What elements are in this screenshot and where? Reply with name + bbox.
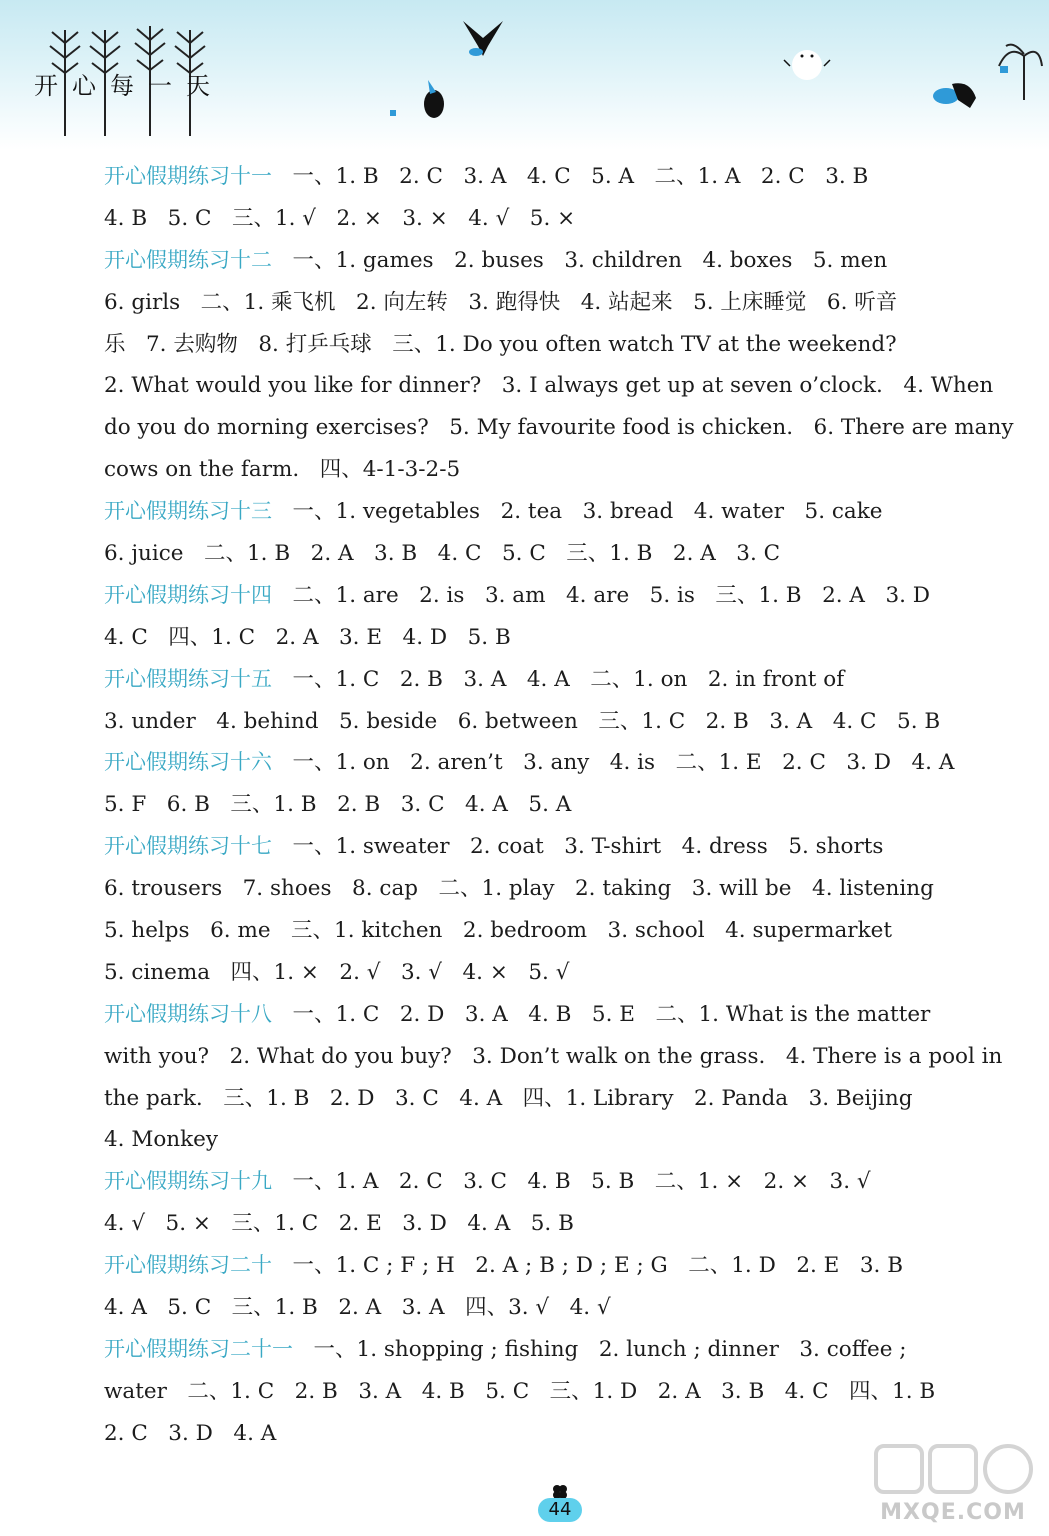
answer-line	[104, 1119, 1004, 1161]
answer-text: cows on the farm. 四、4-1-3-2-5	[104, 457, 461, 483]
answer-line	[104, 324, 1004, 366]
section-title: 开心假期练习十七	[104, 834, 272, 859]
page-header	[0, 0, 1049, 150]
answer-text: 一、1. C 2. B 3. A 4. A 二、1. on 2. in front of	[292, 666, 845, 692]
answer-text: 5. cinema 四、1. × 2. √ 3. √ 4. × 5. √	[104, 959, 570, 985]
answer-line	[104, 910, 1004, 952]
answer-text: 一、1. C ; F ; H 2. A ; B ; D ; E ; G 二、1. D 2. E 3. B	[292, 1253, 904, 1279]
answer-text: water 二、1. C 2. B 3. A 4. B 5. C 三、1. D 2. A 3. B 4. C 四、1. B	[104, 1378, 936, 1404]
answer-text: 一、1. C 2. D 3. A 4. B 5. E 二、1. What is the matter	[292, 1001, 931, 1027]
answer-line	[104, 1371, 1004, 1413]
answer-text: 乐 7. 去购物 8. 打乒乓球 三、1. Do you often watch TV at the weekend?	[104, 331, 897, 357]
answer-text: 一、1. on 2. aren’t 3. any 4. is 二、1. E 2. C 3. D 4. A	[292, 750, 955, 776]
page-number: 44	[538, 1498, 582, 1522]
answer-text: 5. helps 6. me 三、1. kitchen 2. bedroom 3. school 4. supermarket	[104, 918, 892, 944]
answer-text: 一、1. games 2. buses 3. children 4. boxes 5. men	[292, 247, 888, 273]
watermark-logo	[868, 1440, 1038, 1502]
answer-text: 4. Monkey	[104, 1127, 219, 1153]
bird-icon	[384, 74, 448, 126]
answer-line	[104, 701, 1004, 743]
answer-line	[104, 240, 1004, 282]
answer-text: with you? 2. What do you buy? 3. Don’t walk on the grass. 4. There is a pool in	[104, 1043, 1003, 1069]
answer-line	[104, 826, 1004, 868]
watermark	[868, 1440, 1038, 1530]
page-footer	[533, 1484, 587, 1524]
answer-text: do you do morning exercises? 5. My favourite food is chicken. 6. There are many	[104, 415, 1014, 441]
section-title: 开心假期练习十六	[104, 750, 272, 775]
answer-text: 一、1. B 2. C 3. A 4. C 5. A 二、1. A 2. C 3. B	[292, 164, 869, 189]
section-title: 开心假期练习十九	[104, 1169, 272, 1194]
answer-text: 6. trousers 7. shoes 8. cap 二、1. play 2. taking 3. will be 4. listening	[104, 876, 934, 902]
answer-line	[104, 407, 1014, 449]
answer-line	[104, 952, 1004, 994]
section-title: 开心假期练习十五	[104, 666, 272, 691]
answer-line	[104, 533, 1004, 575]
answer-line	[104, 1329, 1004, 1371]
answer-text: 4. √ 5. × 三、1. C 2. E 3. D 4. A 5. B	[104, 1211, 574, 1237]
answer-line	[104, 198, 1004, 240]
answer-text: the park. 三、1. B 2. D 3. C 4. A 四、1. Library 2. Panda 3. Beijing	[104, 1085, 913, 1111]
answer-line	[104, 994, 1004, 1036]
section-title: 开心假期练习十二	[104, 247, 272, 272]
answer-line	[104, 742, 1004, 784]
bird-icon	[930, 78, 982, 114]
answer-line	[104, 617, 1004, 659]
answer-text: 一、1. sweater 2. coat 3. T-shirt 4. dress 5. shorts	[292, 834, 884, 860]
answer-text: 二、1. are 2. is 3. am 4. are 5. is 三、1. B 2. A 3. D	[292, 582, 931, 608]
watermark-url: MXQE.COM	[880, 1500, 1026, 1525]
bird-icon	[458, 16, 508, 66]
answer-line	[104, 156, 1004, 198]
answer-line	[104, 784, 1004, 826]
answer-line	[104, 1036, 1004, 1078]
answer-line	[104, 1245, 1004, 1287]
section-title: 开心假期练习十一	[104, 164, 272, 188]
answer-line	[104, 1287, 1004, 1329]
section-title: 开心假期练习十四	[104, 582, 272, 607]
answer-text: 5. F 6. B 三、1. B 2. B 3. C 4. A 5. A	[104, 792, 572, 818]
answer-line	[104, 575, 1004, 617]
section-title: 开心假期练习二十	[104, 1253, 272, 1278]
answer-text: 6. juice 二、1. B 2. A 3. B 4. C 5. C 三、1. B 2. A 3. C	[104, 541, 781, 567]
answer-text: 一、1. A 2. C 3. C 4. B 5. B 二、1. × 2. × 3. √	[292, 1169, 871, 1195]
answer-text: 3. under 4. behind 5. beside 6. between 三、1. C 2. B 3. A 4. C 5. B	[104, 708, 941, 734]
answer-line	[104, 491, 1004, 533]
answer-line	[104, 1078, 1004, 1120]
section-title: 开心假期练习十三	[104, 499, 272, 524]
answer-text: 6. girls 二、1. 乘飞机 2. 向左转 3. 跑得快 4. 站起来 5. 上床睡觉 6. 听音	[104, 289, 898, 315]
answer-line	[104, 282, 1004, 324]
answer-line	[104, 449, 1004, 491]
section-title: 开心假期练习二十一	[104, 1336, 293, 1361]
answer-line	[104, 1161, 1004, 1203]
answer-line	[104, 1203, 1004, 1245]
answer-line	[104, 868, 1004, 910]
answer-text: 一、1. shopping ; fishing 2. lunch ; dinner 3. coffee ;	[313, 1336, 907, 1362]
answer-text: 2. C 3. D 4. A	[104, 1420, 277, 1446]
answer-line	[104, 365, 1004, 407]
answer-text: 一、1. vegetables 2. tea 3. bread 4. water 5. cake	[292, 499, 883, 525]
answer-text: 2. What would you like for dinner? 3. I always get up at seven o’clock. 4. When	[104, 373, 994, 399]
snowman-icon	[782, 40, 832, 80]
answer-key	[104, 156, 1014, 1455]
section-title: 开心假期练习十八	[104, 1001, 272, 1026]
answer-line	[104, 659, 1004, 701]
answer-text: 4. C 四、1. C 2. A 3. E 4. D 5. B	[104, 624, 511, 650]
answer-text: 4. A 5. C 三、1. B 2. A 3. A 四、3. √ 4. √	[104, 1295, 611, 1321]
header-title: 开心每一天	[34, 72, 224, 100]
palm-tree-icon	[994, 36, 1044, 100]
answer-text: 4. B 5. C 三、1. √ 2. × 3. × 4. √ 5. ×	[104, 205, 576, 231]
